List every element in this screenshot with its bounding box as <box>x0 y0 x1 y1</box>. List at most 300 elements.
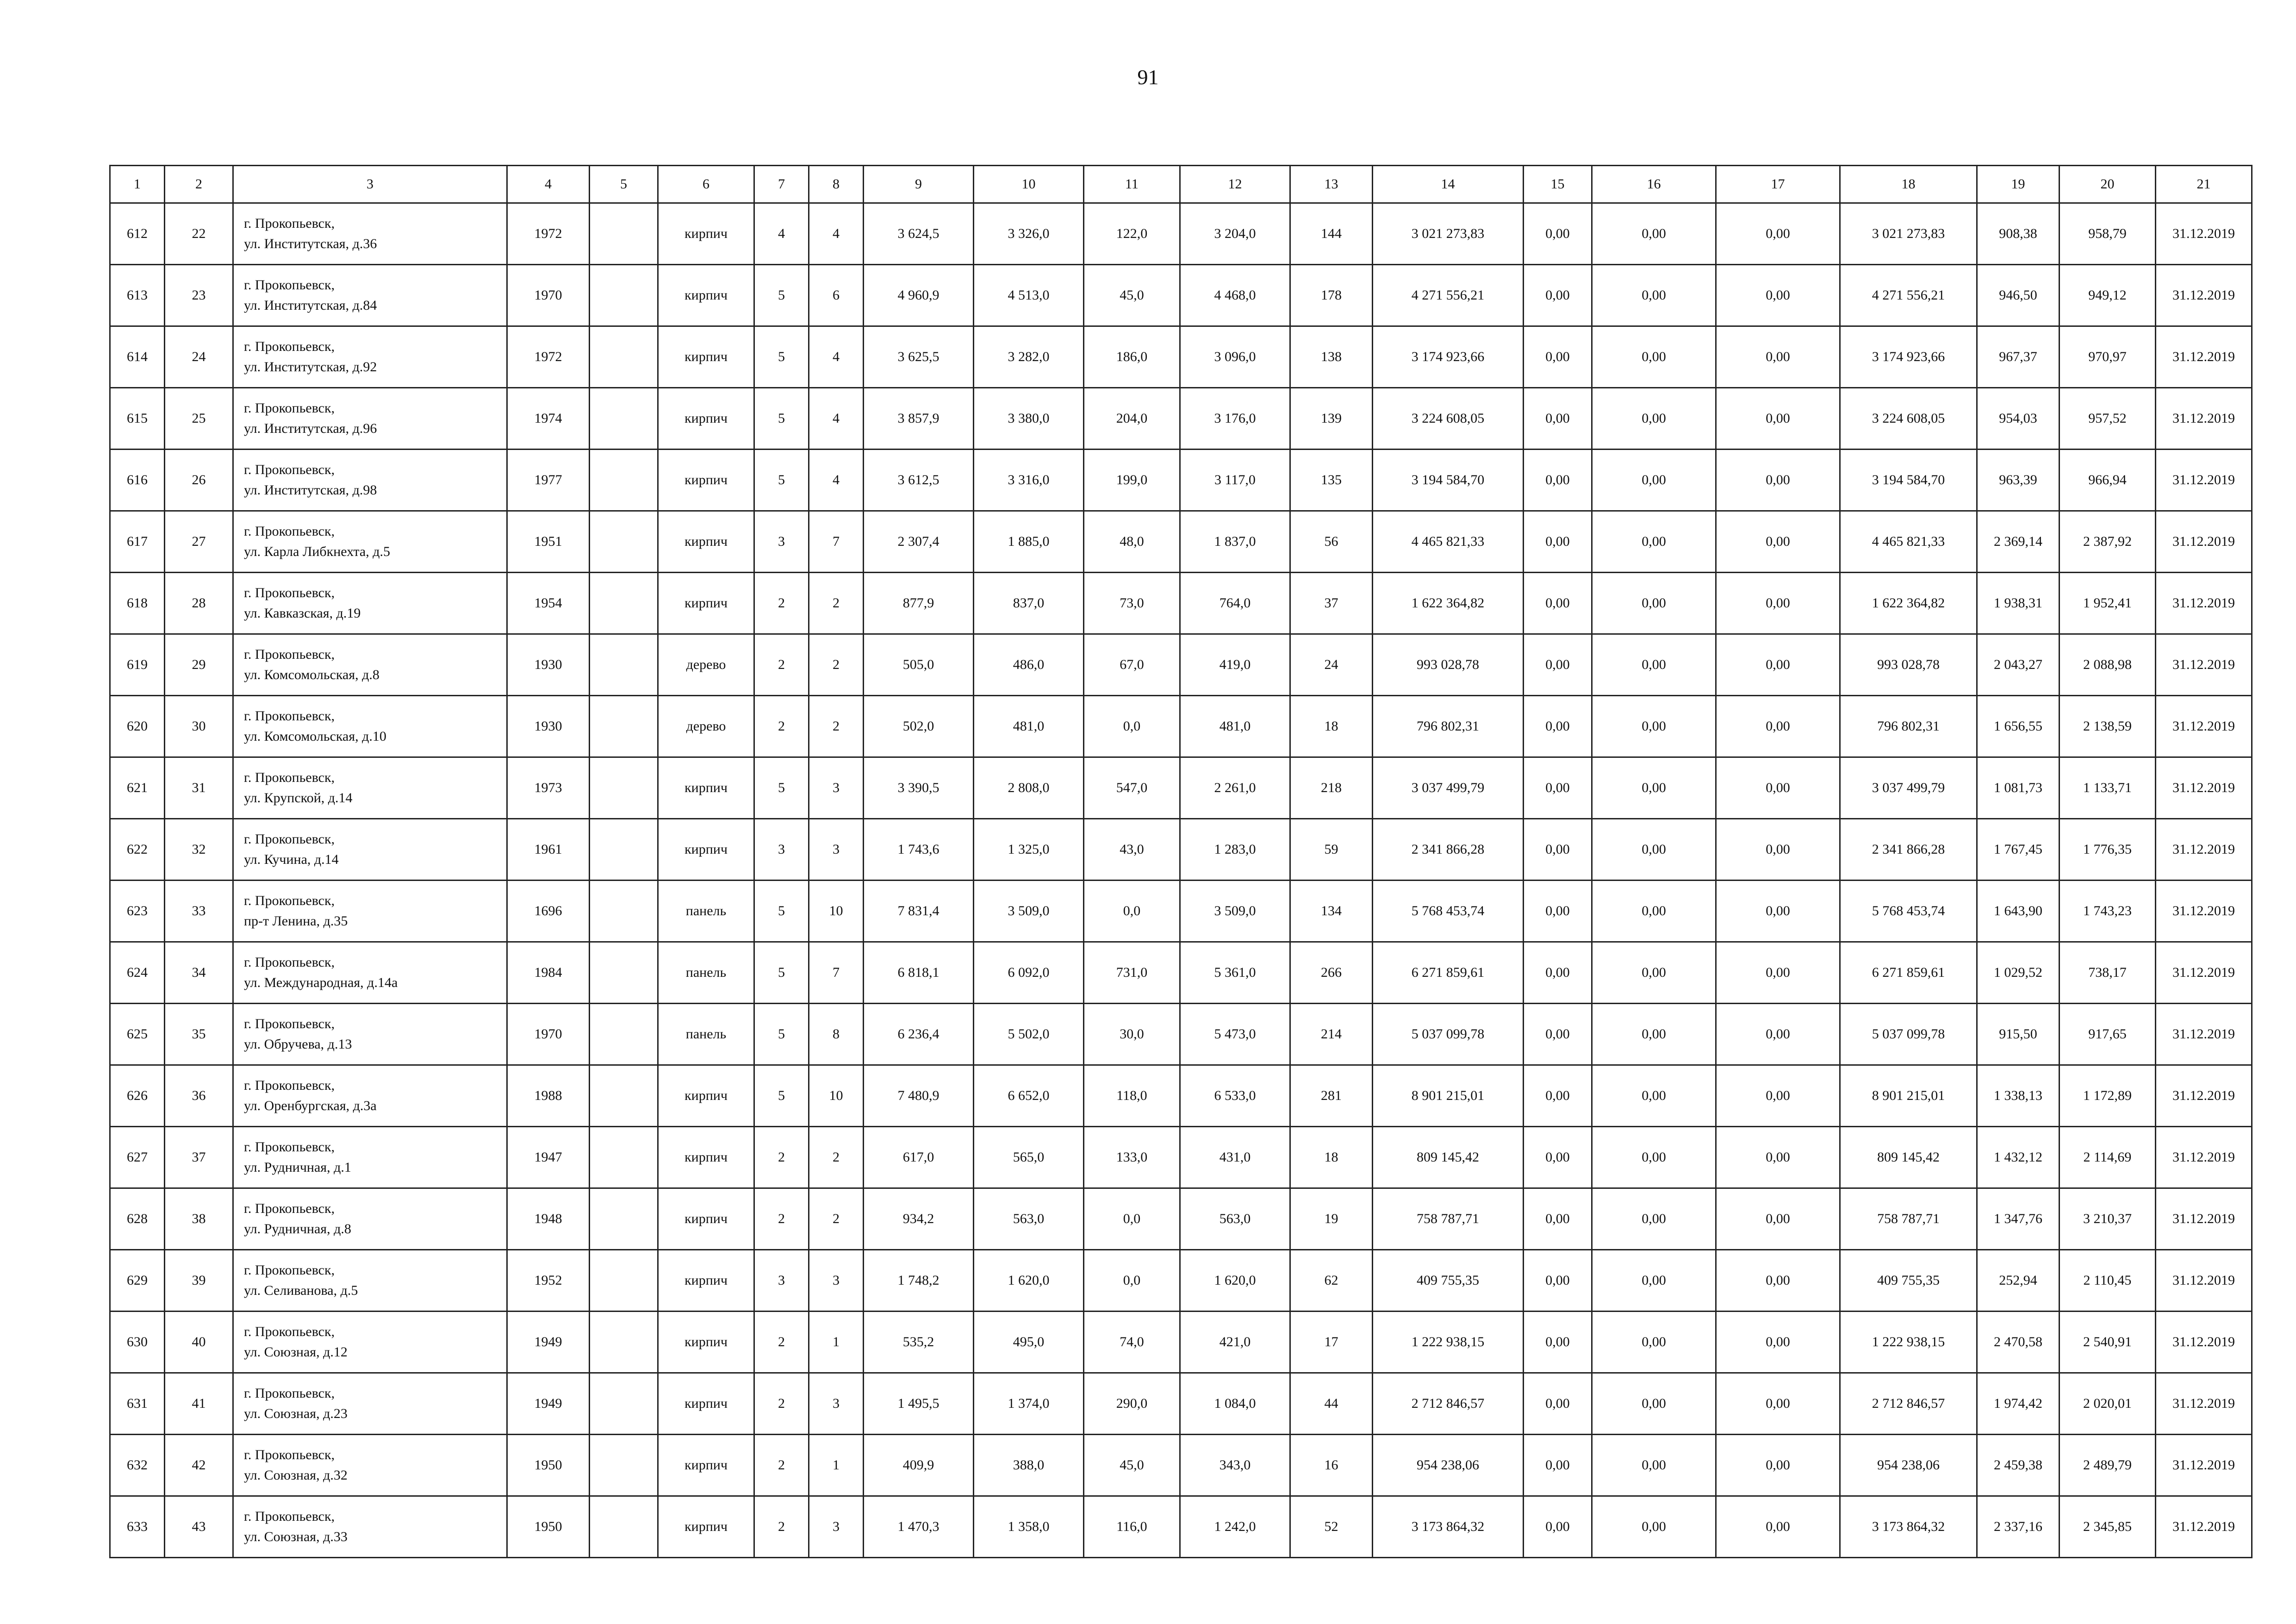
cell-col-5 <box>590 942 658 1004</box>
cell-col-8: 3 <box>809 757 864 819</box>
cell-col-21: 31.12.2019 <box>2156 326 2252 388</box>
cell-col-12: 4 468,0 <box>1180 265 1290 326</box>
cell-col-2: 29 <box>165 634 233 696</box>
cell-col-14: 3 021 273,83 <box>1373 203 1524 265</box>
cell-col-10: 1 885,0 <box>974 511 1084 573</box>
cell-col-18: 409 755,35 <box>1840 1250 1977 1312</box>
cell-col-12: 431,0 <box>1180 1127 1290 1188</box>
cell-col-14: 6 271 859,61 <box>1373 942 1524 1004</box>
cell-col-4: 1952 <box>507 1250 590 1312</box>
column-number-cell: 3 <box>233 166 507 203</box>
cell-col-7: 2 <box>754 696 809 757</box>
address-cell <box>233 757 507 819</box>
cell-col-20: 2 088,98 <box>2060 634 2156 696</box>
cell-col-11: 731,0 <box>1084 942 1180 1004</box>
cell-col-5 <box>590 1496 658 1558</box>
cell-col-9: 3 625,5 <box>864 326 974 388</box>
cell-col-1: 612 <box>110 203 165 265</box>
cell-col-4: 1947 <box>507 1127 590 1188</box>
cell-col-11: 30,0 <box>1084 1004 1180 1065</box>
cell-col-15: 0,00 <box>1524 450 1592 511</box>
cell-col-13: 16 <box>1290 1435 1373 1496</box>
address-cell <box>233 573 507 634</box>
cell-col-14: 3 037 499,79 <box>1373 757 1524 819</box>
column-number-cell: 1 <box>110 166 165 203</box>
cell-col-4: 1970 <box>507 1004 590 1065</box>
cell-col-20: 2 540,91 <box>2060 1312 2156 1373</box>
address-cell <box>233 1250 507 1312</box>
address-city: г. Прокопьевск, <box>244 708 335 724</box>
cell-col-9: 6 818,1 <box>864 942 974 1004</box>
address-street: ул. Комсомольская, д.10 <box>244 729 386 744</box>
cell-col-13: 134 <box>1290 881 1373 942</box>
cell-col-10: 481,0 <box>974 696 1084 757</box>
cell-col-16: 0,00 <box>1592 265 1716 326</box>
cell-col-4: 1961 <box>507 819 590 881</box>
cell-col-14: 796 802,31 <box>1373 696 1524 757</box>
cell-col-14: 1 622 364,82 <box>1373 573 1524 634</box>
cell-col-7: 2 <box>754 1188 809 1250</box>
cell-col-17: 0,00 <box>1716 881 1840 942</box>
cell-col-7: 2 <box>754 1435 809 1496</box>
address-street: ул. Обручева, д.13 <box>244 1037 352 1052</box>
cell-col-20: 2 345,85 <box>2060 1496 2156 1558</box>
cell-col-13: 19 <box>1290 1188 1373 1250</box>
cell-col-11: 0,0 <box>1084 1188 1180 1250</box>
cell-col-15: 0,00 <box>1524 942 1592 1004</box>
cell-col-8: 3 <box>809 1250 864 1312</box>
cell-col-17: 0,00 <box>1716 1188 1840 1250</box>
cell-col-19: 2 369,14 <box>1977 511 2060 573</box>
cell-col-12: 2 261,0 <box>1180 757 1290 819</box>
cell-col-2: 35 <box>165 1004 233 1065</box>
cell-col-17: 0,00 <box>1716 388 1840 450</box>
cell-col-15: 0,00 <box>1524 1127 1592 1188</box>
cell-col-8: 2 <box>809 1127 864 1188</box>
column-number-cell: 9 <box>864 166 974 203</box>
cell-col-13: 44 <box>1290 1373 1373 1435</box>
address-city: г. Прокопьевск, <box>244 216 335 231</box>
cell-col-11: 67,0 <box>1084 634 1180 696</box>
address-street: ул. Институтская, д.36 <box>244 236 377 251</box>
table-row <box>110 388 2252 450</box>
cell-col-5 <box>590 326 658 388</box>
cell-col-7: 5 <box>754 326 809 388</box>
cell-col-1: 622 <box>110 819 165 881</box>
cell-col-4: 1949 <box>507 1373 590 1435</box>
cell-col-20: 2 114,69 <box>2060 1127 2156 1188</box>
cell-col-9: 3 857,9 <box>864 388 974 450</box>
cell-col-21: 31.12.2019 <box>2156 696 2252 757</box>
page-number: 91 <box>1137 65 1159 89</box>
cell-col-2: 25 <box>165 388 233 450</box>
address-city: г. Прокопьевск, <box>244 893 335 908</box>
cell-col-17: 0,00 <box>1716 326 1840 388</box>
cell-col-20: 957,52 <box>2060 388 2156 450</box>
address-cell <box>233 203 507 265</box>
cell-col-19: 908,38 <box>1977 203 2060 265</box>
cell-col-21: 31.12.2019 <box>2156 1004 2252 1065</box>
cell-col-17: 0,00 <box>1716 1065 1840 1127</box>
cell-col-7: 5 <box>754 450 809 511</box>
cell-col-8: 8 <box>809 1004 864 1065</box>
cell-col-7: 2 <box>754 1127 809 1188</box>
address-city: г. Прокопьевск, <box>244 1386 335 1401</box>
cell-col-12: 5 361,0 <box>1180 942 1290 1004</box>
table-row <box>110 942 2252 1004</box>
cell-col-11: 116,0 <box>1084 1496 1180 1558</box>
cell-col-7: 5 <box>754 942 809 1004</box>
cell-col-12: 1 837,0 <box>1180 511 1290 573</box>
cell-col-17: 0,00 <box>1716 573 1840 634</box>
cell-col-11: 0,0 <box>1084 1250 1180 1312</box>
cell-col-5 <box>590 450 658 511</box>
column-number-cell: 13 <box>1290 166 1373 203</box>
cell-col-8: 2 <box>809 1188 864 1250</box>
address-city: г. Прокопьевск, <box>244 1447 335 1462</box>
address-city: г. Прокопьевск, <box>244 770 335 785</box>
cell-col-9: 934,2 <box>864 1188 974 1250</box>
cell-col-21: 31.12.2019 <box>2156 388 2252 450</box>
cell-col-18: 3 021 273,83 <box>1840 203 1977 265</box>
cell-col-14: 2 712 846,57 <box>1373 1373 1524 1435</box>
address-cell <box>233 1373 507 1435</box>
cell-col-13: 59 <box>1290 819 1373 881</box>
address-street: ул. Селиванова, д.5 <box>244 1283 358 1298</box>
cell-col-8: 3 <box>809 819 864 881</box>
address-cell <box>233 1004 507 1065</box>
cell-col-12: 3 096,0 <box>1180 326 1290 388</box>
cell-col-15: 0,00 <box>1524 1065 1592 1127</box>
cell-col-4: 1970 <box>507 265 590 326</box>
cell-col-21: 31.12.2019 <box>2156 942 2252 1004</box>
address-city: г. Прокопьевск, <box>244 524 335 539</box>
cell-col-9: 502,0 <box>864 696 974 757</box>
cell-col-21: 31.12.2019 <box>2156 634 2252 696</box>
cell-col-14: 1 222 938,15 <box>1373 1312 1524 1373</box>
cell-col-10: 3 380,0 <box>974 388 1084 450</box>
cell-col-19: 1 081,73 <box>1977 757 2060 819</box>
cell-col-12: 419,0 <box>1180 634 1290 696</box>
cell-col-12: 3 176,0 <box>1180 388 1290 450</box>
cell-col-7: 2 <box>754 1373 809 1435</box>
cell-col-5 <box>590 511 658 573</box>
address-street: ул. Институтская, д.92 <box>244 359 377 375</box>
cell-col-6: дерево <box>658 634 754 696</box>
cell-col-16: 0,00 <box>1592 1004 1716 1065</box>
cell-col-11: 118,0 <box>1084 1065 1180 1127</box>
cell-col-14: 954 238,06 <box>1373 1435 1524 1496</box>
address-street: ул. Крупской, д.14 <box>244 790 353 806</box>
cell-col-8: 7 <box>809 511 864 573</box>
address-city: г. Прокопьевск, <box>244 400 335 416</box>
cell-col-17: 0,00 <box>1716 819 1840 881</box>
address-city: г. Прокопьевск, <box>244 1016 335 1031</box>
cell-col-1: 624 <box>110 942 165 1004</box>
cell-col-20: 2 110,45 <box>2060 1250 2156 1312</box>
cell-col-15: 0,00 <box>1524 881 1592 942</box>
cell-col-10: 3 282,0 <box>974 326 1084 388</box>
cell-col-18: 5 037 099,78 <box>1840 1004 1977 1065</box>
cell-col-10: 6 652,0 <box>974 1065 1084 1127</box>
cell-col-15: 0,00 <box>1524 757 1592 819</box>
cell-col-18: 3 173 864,32 <box>1840 1496 1977 1558</box>
cell-col-4: 1930 <box>507 634 590 696</box>
address-street: ул. Институтская, д.98 <box>244 482 377 498</box>
cell-col-14: 809 145,42 <box>1373 1127 1524 1188</box>
cell-col-14: 3 173 864,32 <box>1373 1496 1524 1558</box>
table-row <box>110 634 2252 696</box>
cell-col-16: 0,00 <box>1592 326 1716 388</box>
address-street: ул. Кавказская, д.19 <box>244 606 361 621</box>
cell-col-10: 3 316,0 <box>974 450 1084 511</box>
cell-col-11: 45,0 <box>1084 265 1180 326</box>
cell-col-7: 3 <box>754 1250 809 1312</box>
address-street: пр-т Ленина, д.35 <box>244 913 348 929</box>
column-number-cell: 7 <box>754 166 809 203</box>
cell-col-14: 4 465 821,33 <box>1373 511 1524 573</box>
table-row <box>110 757 2252 819</box>
cell-col-16: 0,00 <box>1592 634 1716 696</box>
cell-col-18: 5 768 453,74 <box>1840 881 1977 942</box>
cell-col-8: 4 <box>809 388 864 450</box>
cell-col-11: 199,0 <box>1084 450 1180 511</box>
cell-col-9: 617,0 <box>864 1127 974 1188</box>
cell-col-19: 2 043,27 <box>1977 634 2060 696</box>
cell-col-18: 809 145,42 <box>1840 1127 1977 1188</box>
cell-col-15: 0,00 <box>1524 1250 1592 1312</box>
cell-col-21: 31.12.2019 <box>2156 573 2252 634</box>
cell-col-15: 0,00 <box>1524 696 1592 757</box>
cell-col-5 <box>590 573 658 634</box>
cell-col-18: 1 222 938,15 <box>1840 1312 1977 1373</box>
cell-col-7: 2 <box>754 634 809 696</box>
cell-col-1: 615 <box>110 388 165 450</box>
address-cell <box>233 1312 507 1373</box>
cell-col-8: 2 <box>809 696 864 757</box>
cell-col-20: 917,65 <box>2060 1004 2156 1065</box>
cell-col-5 <box>590 634 658 696</box>
cell-col-17: 0,00 <box>1716 265 1840 326</box>
cell-col-18: 993 028,78 <box>1840 634 1977 696</box>
address-city: г. Прокопьевск, <box>244 955 335 970</box>
cell-col-17: 0,00 <box>1716 1250 1840 1312</box>
address-city: г. Прокопьевск, <box>244 585 335 600</box>
cell-col-18: 4 465 821,33 <box>1840 511 1977 573</box>
cell-col-18: 1 622 364,82 <box>1840 573 1977 634</box>
cell-col-13: 138 <box>1290 326 1373 388</box>
address-street: ул. Кучина, д.14 <box>244 852 339 867</box>
cell-col-2: 42 <box>165 1435 233 1496</box>
cell-col-12: 3 509,0 <box>1180 881 1290 942</box>
column-number-cell: 12 <box>1180 166 1290 203</box>
cell-col-6: кирпич <box>658 511 754 573</box>
cell-col-21: 31.12.2019 <box>2156 1373 2252 1435</box>
cell-col-10: 563,0 <box>974 1188 1084 1250</box>
cell-col-13: 18 <box>1290 1127 1373 1188</box>
cell-col-15: 0,00 <box>1524 573 1592 634</box>
cell-col-5 <box>590 1004 658 1065</box>
table-row <box>110 573 2252 634</box>
cell-col-19: 2 459,38 <box>1977 1435 2060 1496</box>
address-cell <box>233 881 507 942</box>
cell-col-2: 31 <box>165 757 233 819</box>
cell-col-6: кирпич <box>658 388 754 450</box>
cell-col-7: 3 <box>754 511 809 573</box>
cell-col-7: 5 <box>754 265 809 326</box>
column-number-cell: 14 <box>1373 166 1524 203</box>
cell-col-9: 3 612,5 <box>864 450 974 511</box>
cell-col-5 <box>590 1127 658 1188</box>
address-street: ул. Союзная, д.12 <box>244 1344 348 1360</box>
cell-col-9: 1 470,3 <box>864 1496 974 1558</box>
cell-col-8: 1 <box>809 1435 864 1496</box>
cell-col-18: 954 238,06 <box>1840 1435 1977 1496</box>
cell-col-8: 10 <box>809 1065 864 1127</box>
cell-col-13: 214 <box>1290 1004 1373 1065</box>
cell-col-17: 0,00 <box>1716 942 1840 1004</box>
address-city: г. Прокопьевск, <box>244 1509 335 1524</box>
cell-col-15: 0,00 <box>1524 634 1592 696</box>
cell-col-1: 633 <box>110 1496 165 1558</box>
cell-col-19: 2 470,58 <box>1977 1312 2060 1373</box>
cell-col-7: 5 <box>754 881 809 942</box>
address-cell <box>233 1127 507 1188</box>
cell-col-12: 764,0 <box>1180 573 1290 634</box>
cell-col-10: 3 326,0 <box>974 203 1084 265</box>
cell-col-16: 0,00 <box>1592 1250 1716 1312</box>
cell-col-8: 2 <box>809 573 864 634</box>
cell-col-1: 632 <box>110 1435 165 1496</box>
cell-col-11: 43,0 <box>1084 819 1180 881</box>
address-city: г. Прокопьевск, <box>244 1078 335 1093</box>
cell-col-19: 1 643,90 <box>1977 881 2060 942</box>
column-number-cell: 21 <box>2156 166 2252 203</box>
address-street: ул. Карла Либкнехта, д.5 <box>244 544 390 559</box>
cell-col-9: 1 743,6 <box>864 819 974 881</box>
cell-col-20: 958,79 <box>2060 203 2156 265</box>
cell-col-4: 1930 <box>507 696 590 757</box>
cell-col-6: панель <box>658 881 754 942</box>
cell-col-16: 0,00 <box>1592 1435 1716 1496</box>
cell-col-20: 2 387,92 <box>2060 511 2156 573</box>
column-number-cell: 10 <box>974 166 1084 203</box>
cell-col-6: кирпич <box>658 1065 754 1127</box>
address-street: ул. Рудничная, д.8 <box>244 1221 351 1237</box>
cell-col-6: кирпич <box>658 819 754 881</box>
table-row <box>110 265 2252 326</box>
column-number-cell: 15 <box>1524 166 1592 203</box>
cell-col-4: 1696 <box>507 881 590 942</box>
cell-col-6: кирпич <box>658 757 754 819</box>
cell-col-15: 0,00 <box>1524 1188 1592 1250</box>
cell-col-20: 3 210,37 <box>2060 1188 2156 1250</box>
cell-col-8: 3 <box>809 1373 864 1435</box>
cell-col-13: 37 <box>1290 573 1373 634</box>
cell-col-16: 0,00 <box>1592 511 1716 573</box>
cell-col-4: 1974 <box>507 388 590 450</box>
address-city: г. Прокопьевск, <box>244 339 335 354</box>
cell-col-10: 495,0 <box>974 1312 1084 1373</box>
cell-col-16: 0,00 <box>1592 942 1716 1004</box>
cell-col-1: 626 <box>110 1065 165 1127</box>
cell-col-20: 966,94 <box>2060 450 2156 511</box>
address-city: г. Прокопьевск, <box>244 647 335 662</box>
address-cell <box>233 265 507 326</box>
cell-col-16: 0,00 <box>1592 1065 1716 1127</box>
cell-col-13: 281 <box>1290 1065 1373 1127</box>
address-cell <box>233 326 507 388</box>
cell-col-4: 1950 <box>507 1496 590 1558</box>
cell-col-21: 31.12.2019 <box>2156 1496 2252 1558</box>
cell-col-15: 0,00 <box>1524 1004 1592 1065</box>
cell-col-19: 967,37 <box>1977 326 2060 388</box>
cell-col-20: 2 020,01 <box>2060 1373 2156 1435</box>
cell-col-7: 4 <box>754 203 809 265</box>
cell-col-18: 2 712 846,57 <box>1840 1373 1977 1435</box>
cell-col-6: кирпич <box>658 450 754 511</box>
cell-col-5 <box>590 1435 658 1496</box>
cell-col-15: 0,00 <box>1524 511 1592 573</box>
cell-col-2: 24 <box>165 326 233 388</box>
cell-col-13: 24 <box>1290 634 1373 696</box>
cell-col-6: кирпич <box>658 1312 754 1373</box>
cell-col-12: 3 204,0 <box>1180 203 1290 265</box>
column-number-cell: 8 <box>809 166 864 203</box>
cell-col-13: 178 <box>1290 265 1373 326</box>
column-number-cell: 2 <box>165 166 233 203</box>
cell-col-10: 6 092,0 <box>974 942 1084 1004</box>
address-cell <box>233 388 507 450</box>
cell-col-2: 38 <box>165 1188 233 1250</box>
cell-col-14: 409 755,35 <box>1373 1250 1524 1312</box>
cell-col-17: 0,00 <box>1716 757 1840 819</box>
cell-col-5 <box>590 819 658 881</box>
cell-col-13: 218 <box>1290 757 1373 819</box>
cell-col-21: 31.12.2019 <box>2156 1312 2252 1373</box>
cell-col-17: 0,00 <box>1716 1435 1840 1496</box>
cell-col-10: 4 513,0 <box>974 265 1084 326</box>
cell-col-10: 1 325,0 <box>974 819 1084 881</box>
cell-col-16: 0,00 <box>1592 1127 1716 1188</box>
cell-col-2: 23 <box>165 265 233 326</box>
cell-col-15: 0,00 <box>1524 265 1592 326</box>
cell-col-5 <box>590 881 658 942</box>
cell-col-2: 39 <box>165 1250 233 1312</box>
cell-col-19: 1 432,12 <box>1977 1127 2060 1188</box>
cell-col-1: 621 <box>110 757 165 819</box>
cell-col-4: 1972 <box>507 326 590 388</box>
cell-col-16: 0,00 <box>1592 1312 1716 1373</box>
cell-col-19: 1 656,55 <box>1977 696 2060 757</box>
cell-col-1: 629 <box>110 1250 165 1312</box>
cell-col-12: 481,0 <box>1180 696 1290 757</box>
column-number-cell: 5 <box>590 166 658 203</box>
cell-col-2: 37 <box>165 1127 233 1188</box>
cell-col-10: 388,0 <box>974 1435 1084 1496</box>
cell-col-21: 31.12.2019 <box>2156 203 2252 265</box>
table-row <box>110 511 2252 573</box>
cell-col-9: 3 624,5 <box>864 203 974 265</box>
cell-col-17: 0,00 <box>1716 203 1840 265</box>
cell-col-14: 8 901 215,01 <box>1373 1065 1524 1127</box>
column-number-cell: 19 <box>1977 166 2060 203</box>
cell-col-4: 1950 <box>507 1435 590 1496</box>
cell-col-19: 954,03 <box>1977 388 2060 450</box>
cell-col-8: 3 <box>809 1496 864 1558</box>
cell-col-13: 135 <box>1290 450 1373 511</box>
cell-col-21: 31.12.2019 <box>2156 1250 2252 1312</box>
